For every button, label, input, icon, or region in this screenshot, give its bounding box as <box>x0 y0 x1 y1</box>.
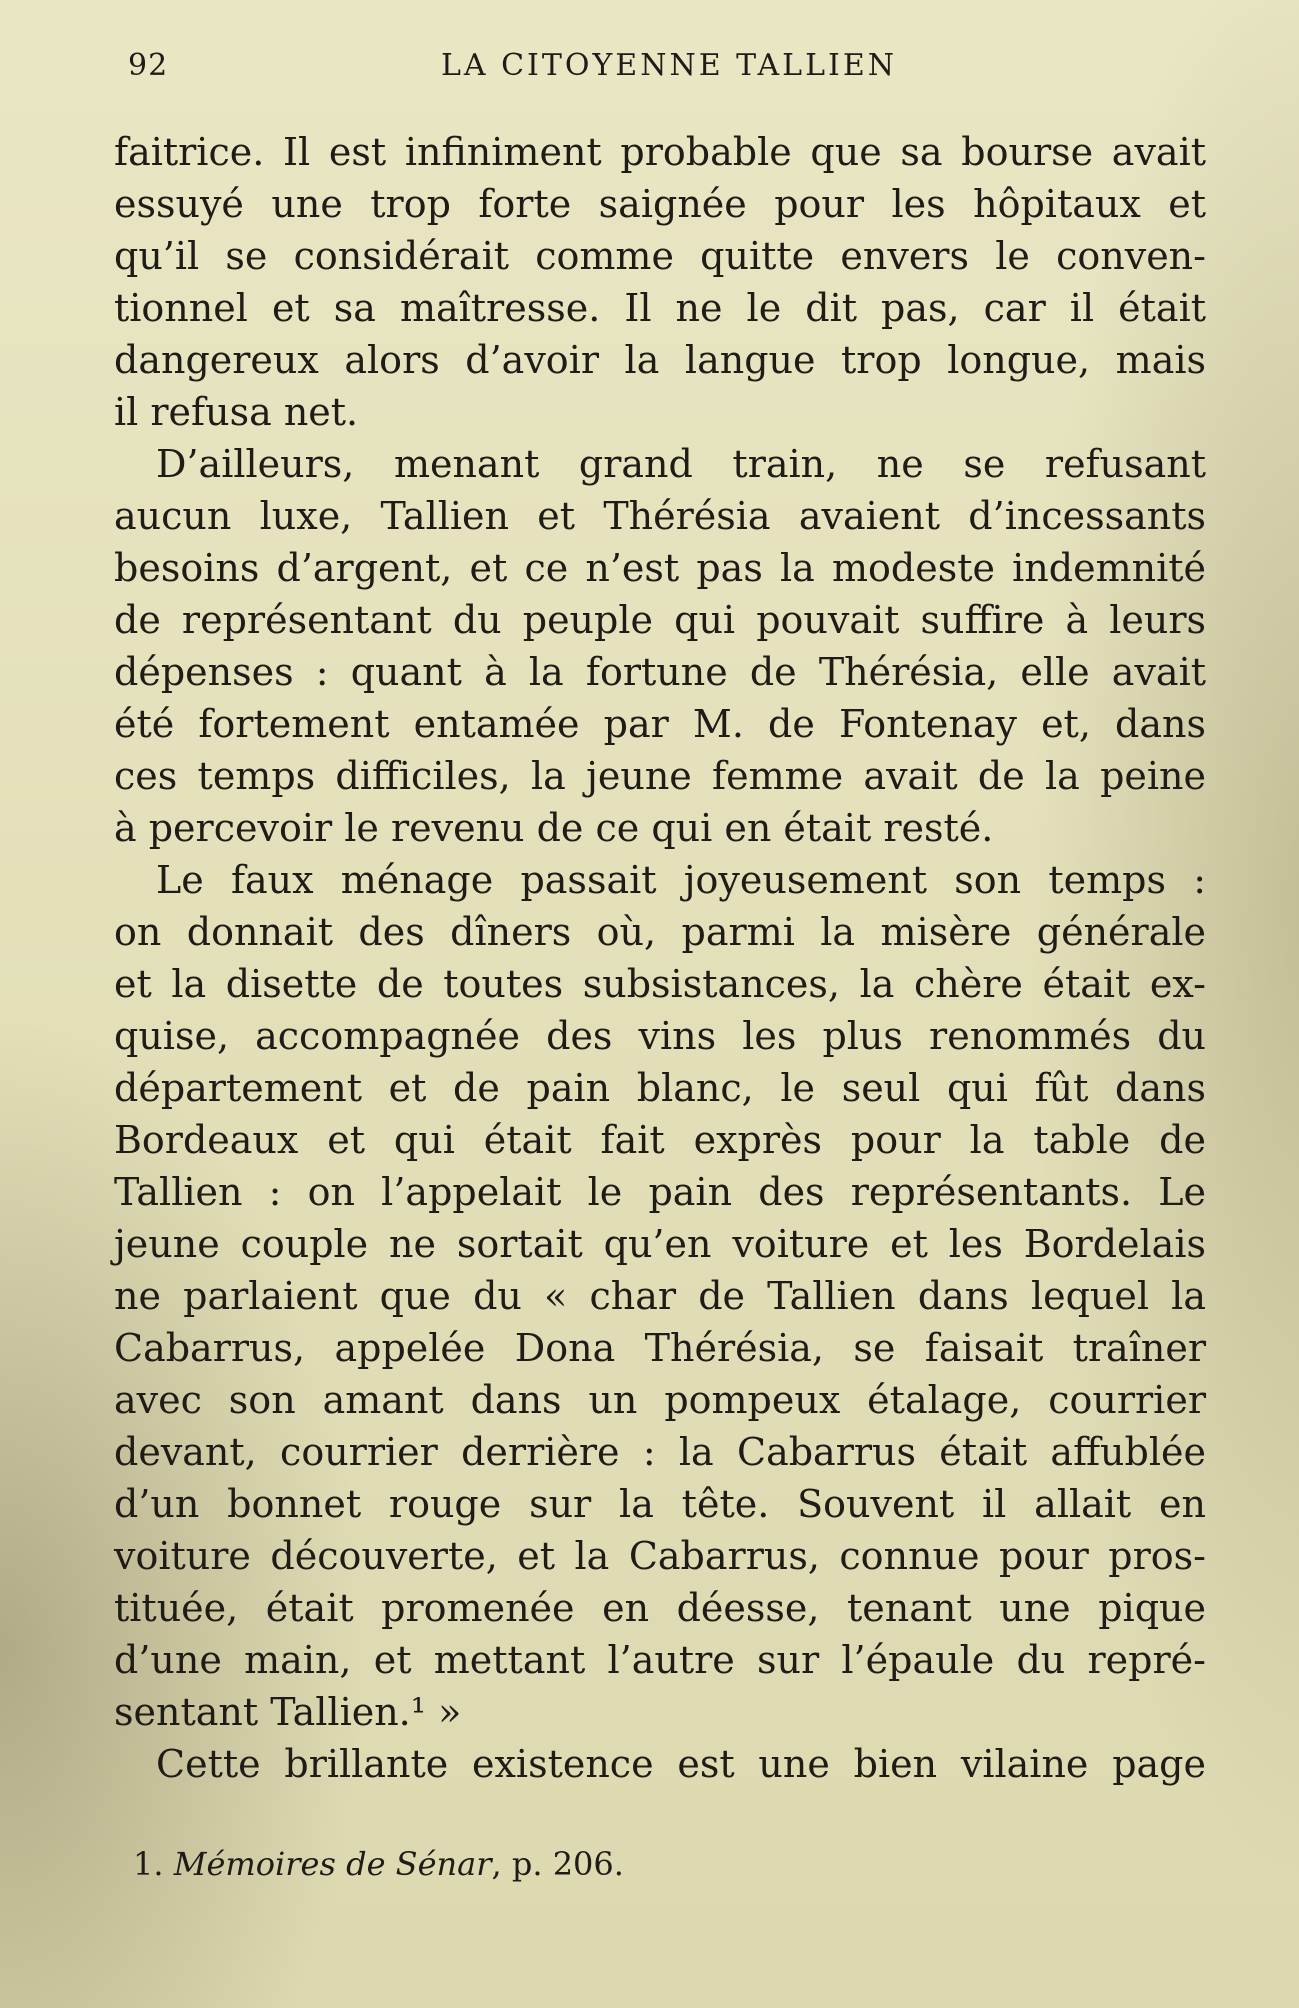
body-text <box>114 126 1206 1790</box>
text-line: tionnel et sa maîtresse. Il ne le dit pas, car il était <box>114 286 1206 330</box>
footnote-title: Mémoires de Sénar <box>173 1845 492 1883</box>
text-line: ne parlaient que du « char de Tallien dans lequel la <box>114 1274 1206 1318</box>
text-line: d’un bonnet rouge sur la tête. Souvent il allait en <box>114 1482 1206 1526</box>
page-number: 92 <box>128 48 169 83</box>
text-line: Le faux ménage passait joyeusement son temps : <box>156 858 1206 902</box>
text-line: de représentant du peuple qui pouvait suffire à leurs <box>114 598 1206 642</box>
text-line: été fortement entamée par M. de Fontenay et, dans <box>114 702 1206 746</box>
text-line: à percevoir le revenu de ce qui en était resté. <box>114 806 994 850</box>
footnote <box>133 1845 624 1883</box>
text-line: dépenses : quant à la fortune de Thérésia, elle avait <box>114 650 1206 694</box>
text-line: voiture découverte, et la Cabarrus, connue pour pros- <box>114 1534 1206 1578</box>
text-line: et la disette de toutes subsistances, la chère était ex- <box>114 962 1206 1006</box>
text-line: Bordeaux et qui était fait exprès pour la table de <box>114 1118 1206 1162</box>
running-head <box>128 48 1210 96</box>
text-line: il refusa net. <box>114 390 359 434</box>
text-line: Cette brillante existence est une bien vilaine page <box>156 1742 1206 1786</box>
footnote-number: 1. <box>133 1845 164 1883</box>
text-line: jeune couple ne sortait qu’en voiture et les Bordelais <box>114 1222 1206 1266</box>
footnote-reference: , p. 206. <box>491 1845 624 1883</box>
text-line: D’ailleurs, menant grand train, ne se refusant <box>156 442 1206 486</box>
text-line: dangereux alors d’avoir la langue trop longue, mais <box>114 338 1206 382</box>
text-line: Cabarrus, appelée Dona Thérésia, se faisait traîner <box>114 1326 1206 1370</box>
text-line: avec son amant dans un pompeux étalage, courrier <box>114 1378 1206 1422</box>
text-line: devant, courrier derrière : la Cabarrus était affublée <box>114 1430 1206 1474</box>
text-line: aucun luxe, Tallien et Thérésia avaient d’incessants <box>114 494 1206 538</box>
text-line: d’une main, et mettant l’autre sur l’épaule du repré- <box>114 1638 1206 1682</box>
text-line: quise, accompagnée des vins les plus renommés du <box>114 1014 1206 1058</box>
text-line: faitrice. Il est infiniment probable que sa bourse avait <box>114 130 1206 174</box>
text-line: on donnait des dîners où, parmi la misère générale <box>114 910 1206 954</box>
text-line: sentant Tallien.¹ » <box>114 1690 462 1734</box>
text-line: tituée, était promenée en déesse, tenant une pique <box>114 1586 1206 1630</box>
text-line: ces temps difficiles, la jeune femme avait de la peine <box>114 754 1206 798</box>
text-line: Tallien : on l’appelait le pain des représentants. Le <box>114 1170 1206 1214</box>
text-line: département et de pain blanc, le seul qui fût dans <box>114 1066 1206 1110</box>
text-line: qu’il se considérait comme quitte envers le conven- <box>114 234 1206 278</box>
text-line: besoins d’argent, et ce n’est pas la modeste indemnité <box>114 546 1206 590</box>
text-line: essuyé une trop forte saignée pour les hôpitaux et <box>114 182 1206 226</box>
running-title: LA CITOYENNE TALLIEN <box>440 48 898 83</box>
